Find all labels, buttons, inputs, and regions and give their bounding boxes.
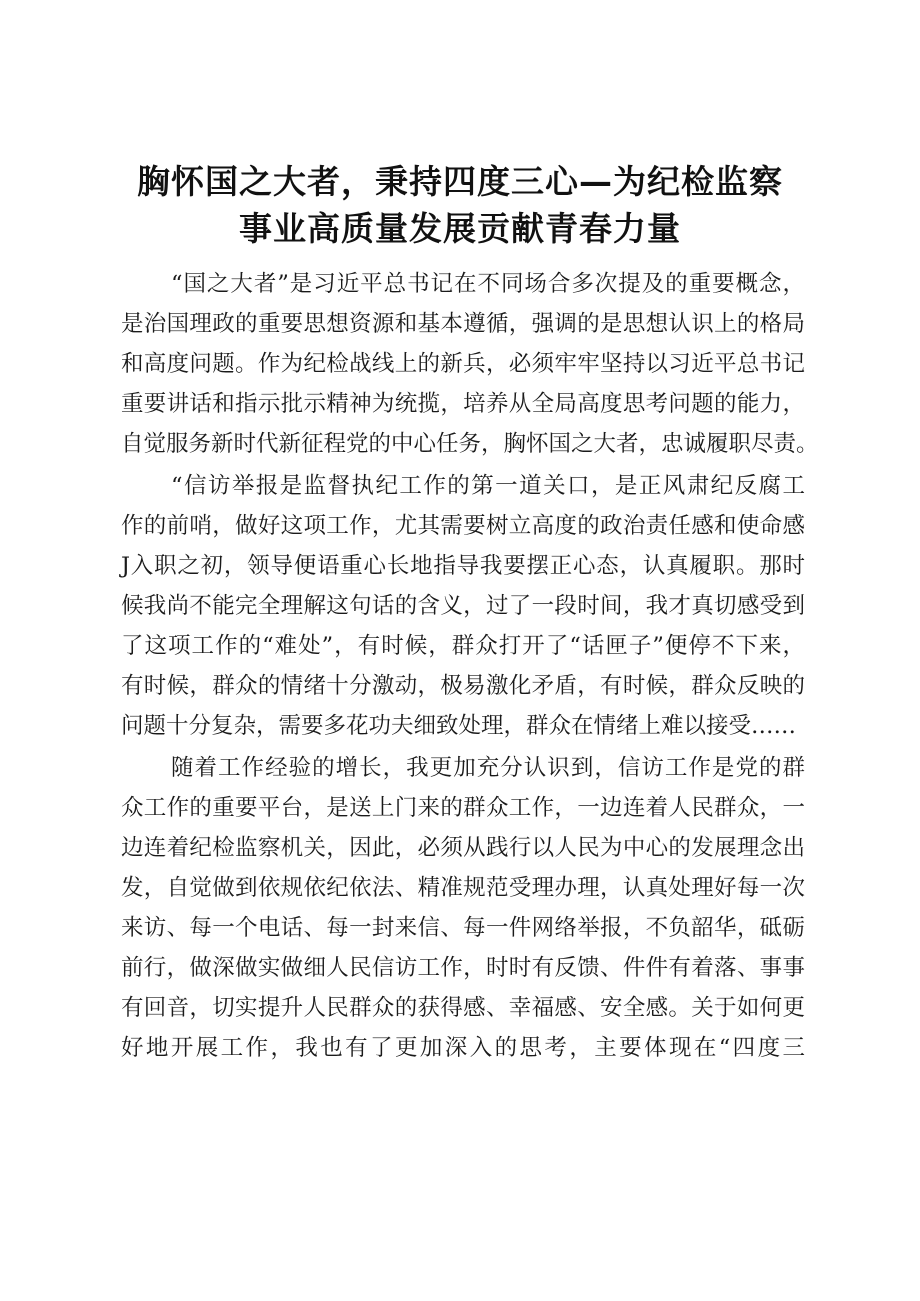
text-line: 随着工作经验的增长，我更加充分认识到，信访工作是党的群 <box>171 755 805 781</box>
text-line: 重要讲话和指示批示精神为统揽，培养从全局高度思考问题的能力， <box>121 391 805 417</box>
text-line: 好地开展工作，我也有了更加深入的思考，主要体现在“四度三 <box>121 1035 805 1061</box>
text-line: J入职之初，领导便语重心长地指导我要摆正心态，认真履职。那时 <box>121 553 805 579</box>
text-line: 有时候，群众的情绪十分激动，极易激化矛盾，有时候，群众反映的 <box>121 673 805 699</box>
text-line: 边连着纪检监察机关，因此，必须从践行以人民为中心的发展理念出 <box>121 835 805 861</box>
text-line: 自觉服务新时代新征程党的中心任务，胸怀国之大者，忠诚履职尽责。 <box>121 431 819 457</box>
title-line: 胸怀国之大者，秉持四度三心—为纪检监察 <box>137 162 783 201</box>
text-line: 了这项工作的“难处”，有时候，群众打开了“话匣子”便停不下来， <box>121 633 805 659</box>
text-line: 众工作的重要平台，是送上门来的群众工作，一边连着人民群众，一 <box>121 795 805 821</box>
text-line: “国之大者”是习近平总书记在不同场合多次提及的重要概念， <box>171 271 805 297</box>
text-line: 问题十分复杂，需要多花功夫细致处理，群众在情绪上难以接受…… <box>121 713 797 739</box>
paragraph-1 <box>121 264 819 464</box>
text-line: 发，自觉做到依规依纪依法、精准规范受理办理，认真处理好每一次 <box>121 875 805 901</box>
paragraph-2 <box>121 466 805 746</box>
title-line: 事业高质量发展贡献青春力量 <box>239 209 681 248</box>
text-line: 是治国理政的重要思想资源和基本遵循，强调的是思想认识上的格局 <box>121 311 805 337</box>
text-line: 候我尚不能完全理解这句话的含义，过了一段时间，我才真切感受到 <box>121 593 805 619</box>
text-line: 作的前哨，做好这项工作，尤其需要树立高度的政治责任感和使命感 <box>121 513 805 539</box>
text-line: 前行，做深做实做细人民信访工作，时时有反馈、件件有着落、事事 <box>121 955 805 981</box>
document-body <box>121 264 819 1070</box>
text-line: 来访、每一个电话、每一封来信、每一件网络举报，不负韶华，砥砺 <box>121 915 805 941</box>
text-line: 有回音，切实提升人民群众的获得感、幸福感、安全感。关于如何更 <box>121 995 805 1021</box>
text-line: 和高度问题。作为纪检战线上的新兵，必须牢牢坚持以习近平总书记 <box>121 351 805 377</box>
paragraph-3 <box>121 748 805 1068</box>
document-title <box>100 158 820 252</box>
text-line: “信访举报是监督执纪工作的第一道关口，是正风肃纪反腐工 <box>171 473 805 499</box>
